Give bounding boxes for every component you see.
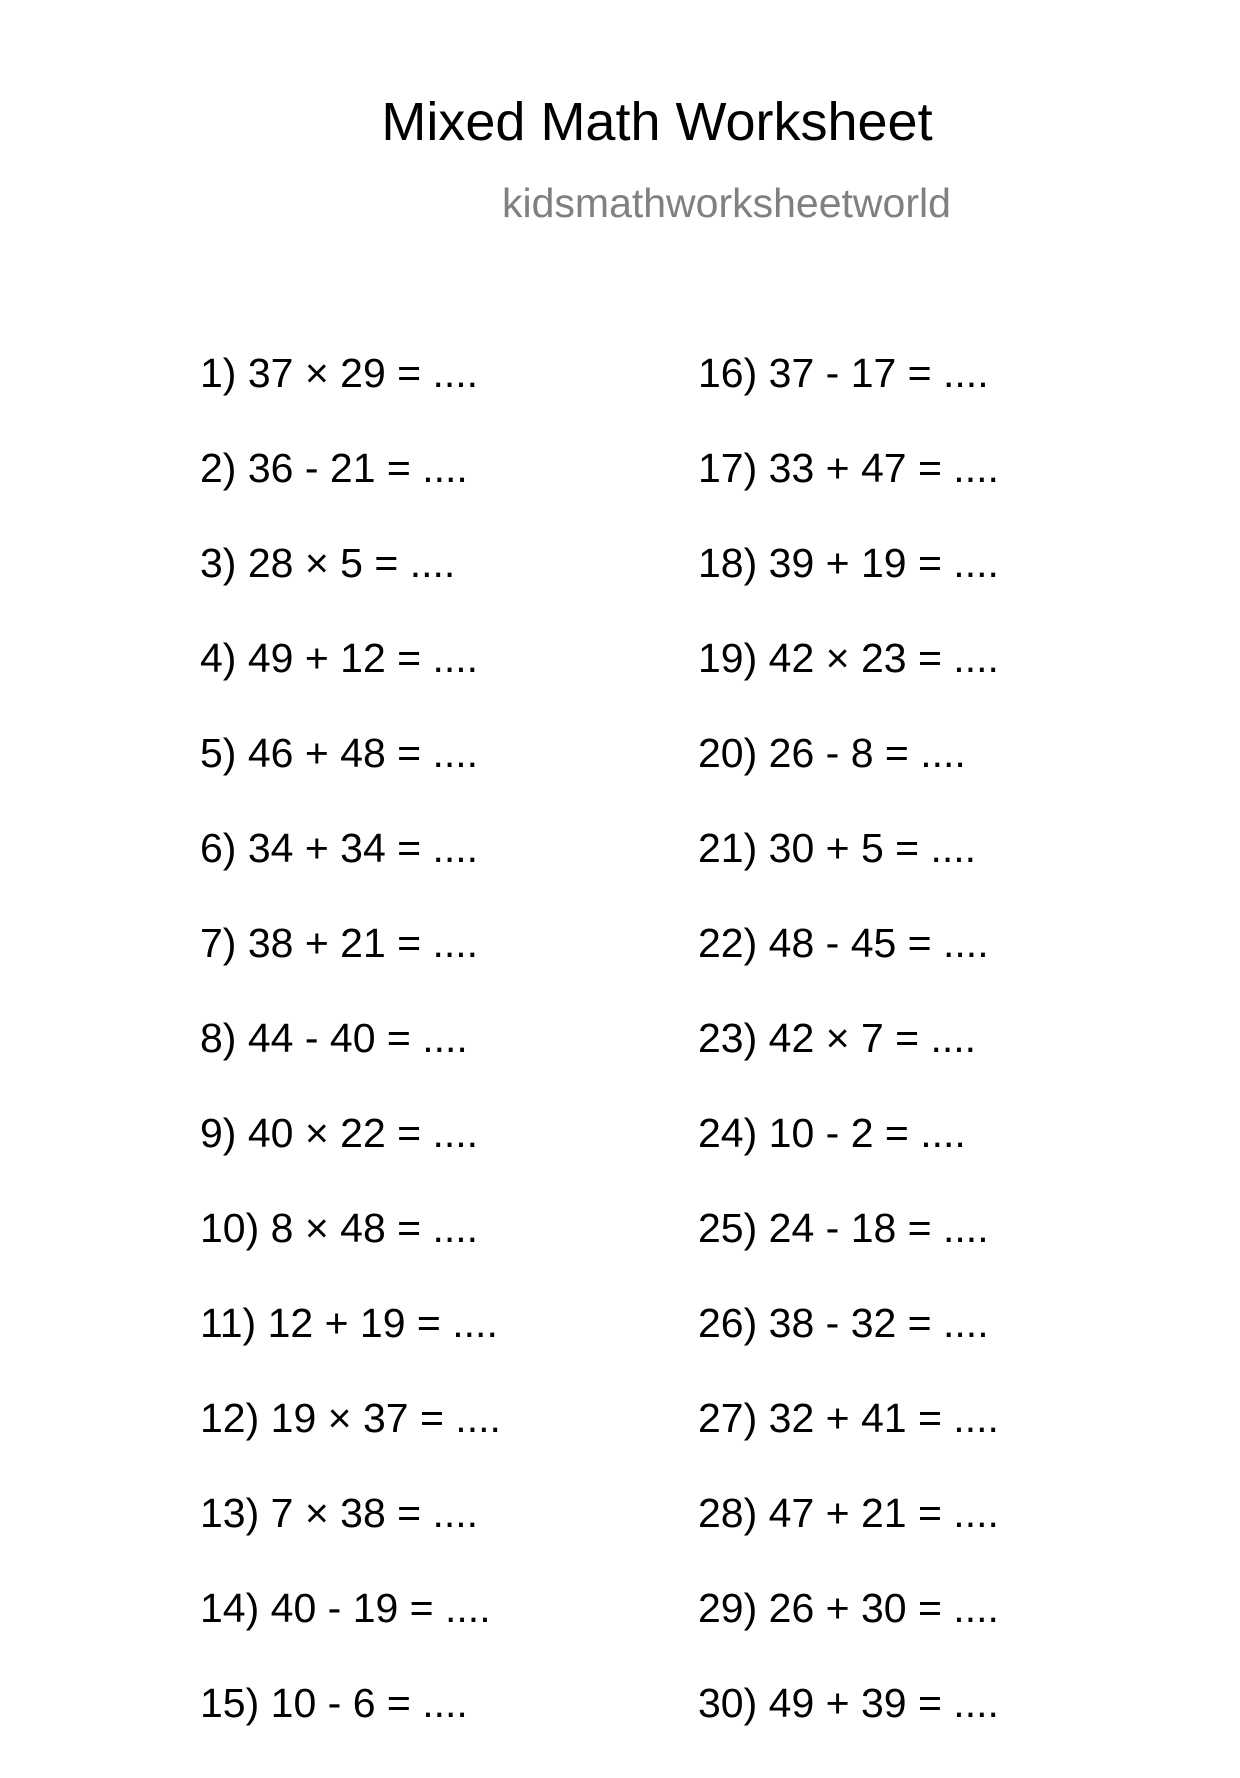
problem-item: 4) 49 + 12 = ....: [200, 635, 479, 681]
problem-item: 29) 26 + 30 = ....: [698, 1585, 999, 1631]
problem-item: 27) 32 + 41 = ....: [698, 1395, 999, 1441]
problems-column-left: [200, 350, 720, 1778]
problems-column-right: [698, 350, 1218, 1778]
problem-item: 26) 38 - 32 = ....: [698, 1300, 989, 1346]
problem-item: 2) 36 - 21 = ....: [200, 445, 468, 491]
problem-item: 25) 24 - 18 = ....: [698, 1205, 989, 1251]
problem-item: 13) 7 × 38 = ....: [200, 1490, 479, 1536]
problem-item: 21) 30 + 5 = ....: [698, 825, 977, 871]
problem-item: 16) 37 - 17 = ....: [698, 350, 989, 396]
problem-item: 18) 39 + 19 = ....: [698, 540, 999, 586]
problem-item: 1) 37 × 29 = ....: [200, 350, 479, 396]
problem-item: 22) 48 - 45 = ....: [698, 920, 989, 966]
problem-item: 19) 42 × 23 = ....: [698, 635, 999, 681]
problem-item: 5) 46 + 48 = ....: [200, 730, 479, 776]
problem-item: 6) 34 + 34 = ....: [200, 825, 479, 871]
problem-item: 30) 49 + 39 = ....: [698, 1680, 999, 1726]
problem-item: 10) 8 × 48 = ....: [200, 1205, 479, 1251]
problem-item: 24) 10 - 2 = ....: [698, 1110, 966, 1156]
problem-item: 17) 33 + 47 = ....: [698, 445, 999, 491]
problem-item: 8) 44 - 40 = ....: [200, 1015, 468, 1061]
problem-item: 7) 38 + 21 = ....: [200, 920, 479, 966]
problem-item: 11) 12 + 19 = ....: [200, 1300, 498, 1346]
problem-item: 3) 28 × 5 = ....: [200, 540, 456, 586]
worksheet-title: Mixed Math Worksheet: [381, 92, 933, 152]
problem-item: 14) 40 - 19 = ....: [200, 1585, 491, 1631]
problem-item: 9) 40 × 22 = ....: [200, 1110, 479, 1156]
problem-item: 28) 47 + 21 = ....: [698, 1490, 999, 1536]
problem-item: 20) 26 - 8 = ....: [698, 730, 966, 776]
problem-item: 15) 10 - 6 = ....: [200, 1680, 468, 1726]
problem-item: 23) 42 × 7 = ....: [698, 1015, 977, 1061]
worksheet-subtitle: kidsmathworksheetworld: [502, 180, 951, 226]
problem-item: 12) 19 × 37 = ....: [200, 1395, 501, 1441]
